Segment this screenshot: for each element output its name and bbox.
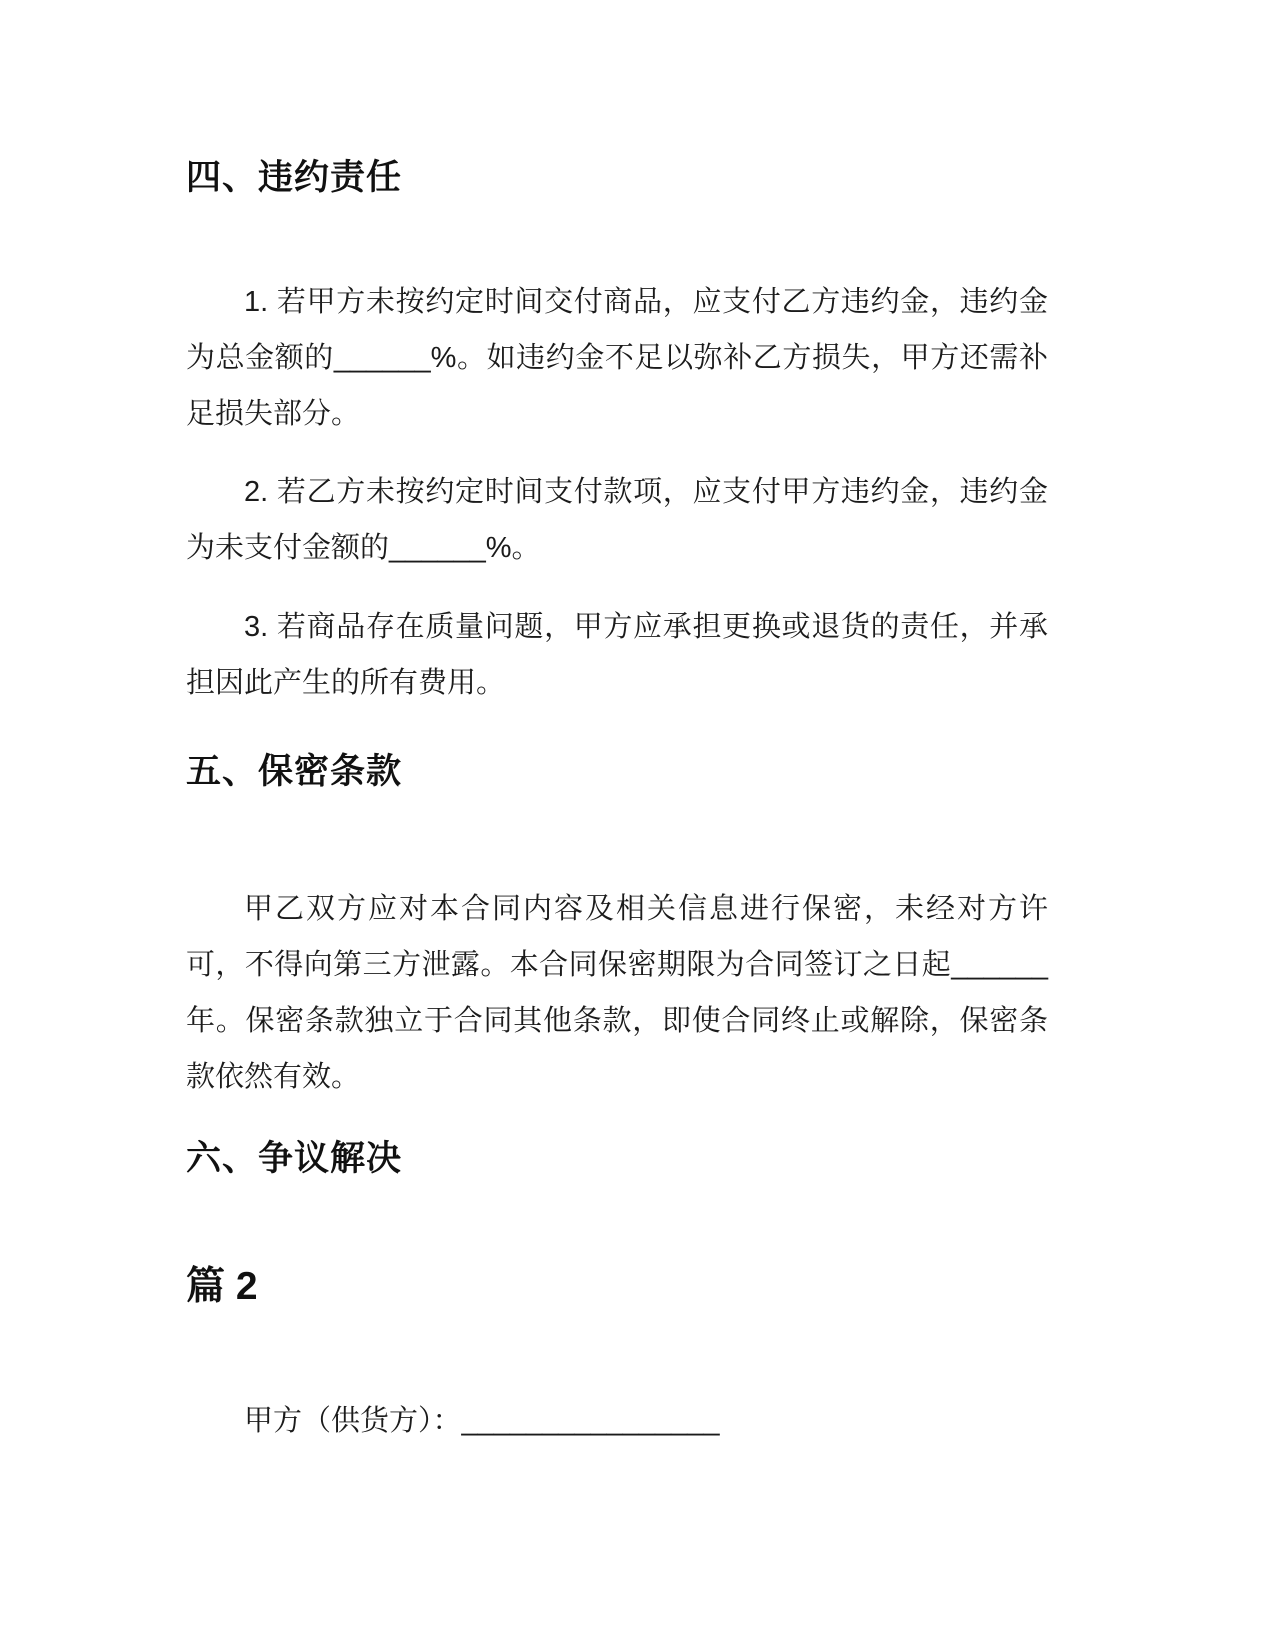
clause-quality-issue-liability: 3. 若商品存在质量问题，甲方应承担更换或退货的责任，并承担因此产生的所有费用。 [186,611,1048,699]
section-heading-confidentiality: 五、保密条款 [186,752,403,791]
clause-late-delivery-penalty: 1. 若甲方未按约定时间交付商品，应支付乙方违约金，违约金为总金额的______%。如违约金不足以弥补乙方损失，甲方还需补足损失部分。 [186,286,1048,430]
clause-late-payment-penalty: 2. 若乙方未按约定时间支付款项，应支付甲方违约金，违约金为未支付金额的______%。 [186,476,1048,564]
section-heading-breach-liability: 四、违约责任 [186,158,403,197]
part-2-heading: 篇 2 [186,1265,258,1308]
section-heading-dispute-resolution: 六、争议解决 [186,1139,403,1178]
party-a-supplier-signature-line: 甲方（供货方）：________________ [244,1405,720,1437]
clause-confidentiality-terms: 甲乙双方应对本合同内容及相关信息进行保密，未经对方许可，不得向第三方泄露。本合同保密期限为合同签订之日起______年。保密条款独立于合同其他条款，即使合同终止或解除，保密条款依然有效。 [186,893,1048,1093]
